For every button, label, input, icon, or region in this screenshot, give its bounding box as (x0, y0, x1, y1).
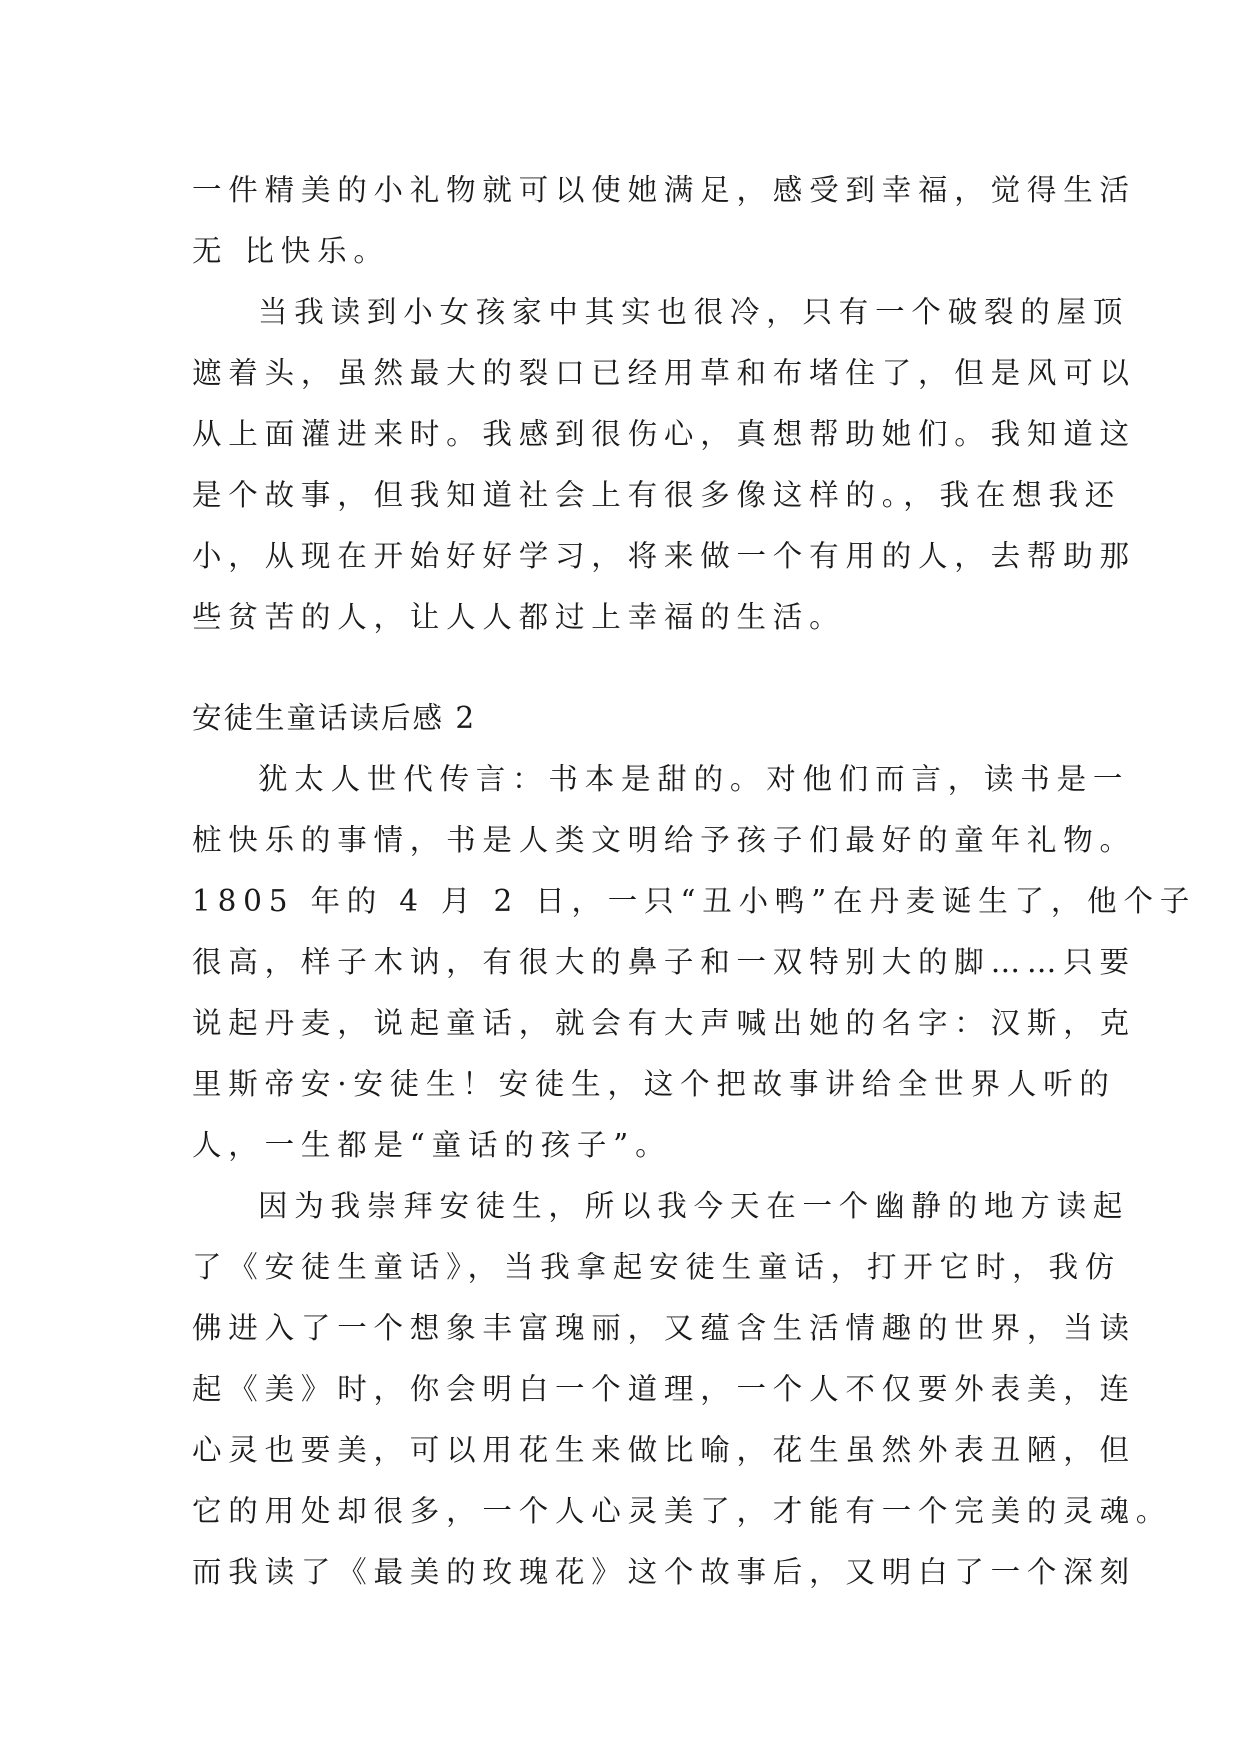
text-line: 了《安徒生童话》，当我拿起安徒生童话，打开它时，我仿 (192, 1250, 1122, 1284)
text-line: 1805 年的 4 月 2 日，一只“丑小鸭”在丹麦诞生了，他个子 (192, 884, 1197, 918)
text-line: 当我读到小女孩家中其实也很冷，只有一个破裂的屋顶 (258, 295, 1130, 329)
text-line: 些贫苦的人，让人人都过上幸福的生活。 (192, 600, 846, 634)
paragraph-0 (192, 160, 1136, 282)
text-line: 小，从现在开始好好学习，将来做一个有用的人，去帮助那 (192, 539, 1136, 573)
text-line: 心灵也要美，可以用花生来做比喻，花生虽然外表丑陋，但 (192, 1433, 1136, 1467)
text-line: 从上面灌进来时。我感到很伤心，真想帮助她们。我知道这 (192, 417, 1136, 451)
text-line: 一件精美的小礼物就可以使她满足，感受到幸福，觉得生活 (192, 173, 1136, 207)
text-line: 说起丹麦，说起童话，就会有大声喊出她的名字：汉斯，克 (192, 1006, 1136, 1040)
text-line: 它的用处却很多，一个人心灵美了，才能有一个完美的灵魂。 (192, 1494, 1173, 1528)
text-line: 而我读了《最美的玫瑰花》这个故事后，又明白了一个深刻 (192, 1555, 1136, 1589)
paragraph-1 (192, 282, 1136, 648)
text-line: 人，一生都是“童话的孩子”。 (192, 1128, 672, 1162)
section-heading: 安徒生童话读后感 2 (192, 701, 477, 735)
text-line: 佛进入了一个想象丰富瑰丽，又蕴含生活情趣的世界，当读 (192, 1311, 1136, 1345)
text-line: 里斯帝安·安徒生！安徒生，这个把故事讲给全世界人听的 (192, 1067, 1116, 1101)
text-line: 犹太人世代传言：书本是甜的。对他们而言，读书是一 (258, 762, 1130, 796)
paragraph-3 (192, 1176, 1173, 1603)
text-line: 因为我崇拜安徒生，所以我今天在一个幽静的地方读起 (258, 1189, 1130, 1223)
text-line: 桩快乐的事情，书是人类文明给予孩子们最好的童年礼物。 (192, 823, 1136, 857)
document-page (192, 160, 1197, 1603)
section-gap (192, 648, 1052, 688)
text-line: 很高，样子木讷，有很大的鼻子和一双特别大的脚……只要 (192, 945, 1136, 979)
text-line: 遮着头，虽然最大的裂口已经用草和布堵住了，但是风可以 (192, 356, 1136, 390)
text-line: 是个故事，但我知道社会上有很多像这样的。，我在想我还 (192, 478, 1122, 512)
text-line: 起《美》时，你会明白一个道理，一个人不仅要外表美，连 (192, 1372, 1136, 1406)
text-line: 无 比快乐。 (192, 234, 390, 268)
paragraph-2 (192, 749, 1197, 1176)
